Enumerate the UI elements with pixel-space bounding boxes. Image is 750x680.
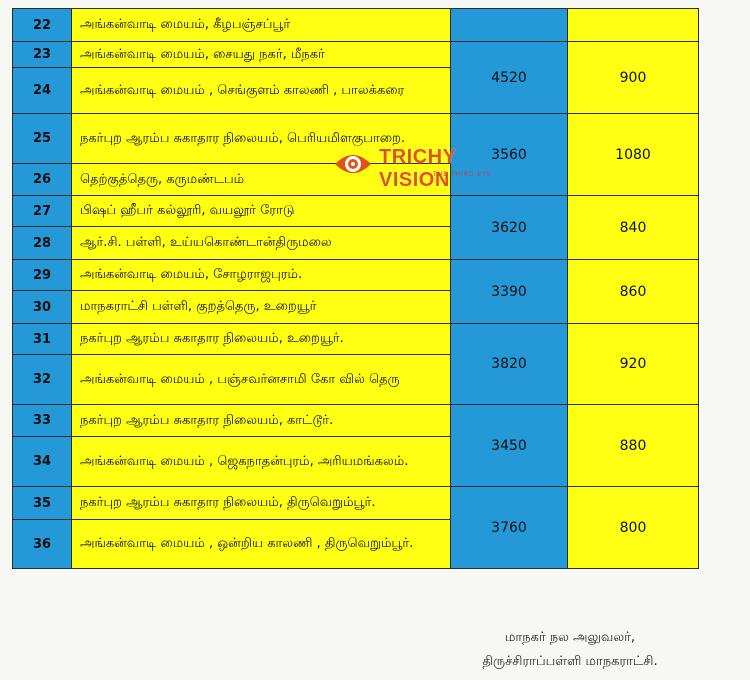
row-number: 23 [13, 42, 72, 68]
place-cell: நகர்புற ஆரம்ப சுகாதார நிலையம், திருவெறும்பூர். [72, 487, 451, 520]
place-cell: தெற்குத்தெரு, கருமண்டபம் [72, 164, 451, 196]
camp-table [12, 8, 699, 569]
place-cell: அங்கன்வாடி மையம் , பஞ்சவர்னசாமி கோ வில் தெரு [72, 355, 451, 405]
value-b-cell: 920 [568, 324, 699, 405]
value-a-cell: 3760 [451, 487, 568, 569]
row-number: 28 [13, 227, 72, 260]
watermark-logo [333, 146, 523, 191]
row-number: 25 [13, 114, 72, 164]
place-cell: ஆர்.சி. பள்ளி, உய்யகொண்டான்திருமலை [72, 227, 451, 260]
table-row [13, 487, 699, 520]
table-row [13, 260, 699, 291]
table-row [13, 405, 699, 437]
table-row [13, 9, 699, 42]
watermark-title: TRICHY VISION [379, 146, 457, 191]
place-cell: பிஷப் ஹீபர் கல்லூரி, வயலூர் ரோடு [72, 196, 451, 227]
value-a-cell: 3560 [451, 114, 568, 196]
value-b-cell: 860 [568, 260, 699, 324]
value-b-cell: 840 [568, 196, 699, 260]
row-number: 36 [13, 520, 72, 569]
place-cell: மாநகராட்சி பள்ளி, குறத்தெரு, உறையூர் [72, 291, 451, 324]
place-cell: நகர்புற ஆரம்ப சுகாதார நிலையம், உறையூர். [72, 324, 451, 355]
place-cell: அங்கன்வாடி மையம், சோழராஜபுரம். [72, 260, 451, 291]
row-number: 22 [13, 9, 72, 42]
row-number: 27 [13, 196, 72, 227]
row-number: 24 [13, 68, 72, 114]
signature-title: மாநகர் நல அலுவலர், [504, 630, 636, 645]
place-cell: நகர்புற ஆரம்ப சுகாதார நிலையம், காட்டூர். [72, 405, 451, 437]
row-number: 26 [13, 164, 72, 196]
row-number: 32 [13, 355, 72, 405]
signature-office: திருச்சிராப்பள்ளி மாநகராட்சி. [482, 654, 658, 669]
eye-logo-icon [333, 148, 373, 180]
watermark-tagline: THE THIRD EYE [433, 171, 492, 178]
row-number: 31 [13, 324, 72, 355]
value-b-cell: 880 [568, 405, 699, 487]
value-a-cell: 3390 [451, 260, 568, 324]
value-a-cell: 3620 [451, 196, 568, 260]
table-row [13, 196, 699, 227]
place-cell: அங்கன்வாடி மையம் , செங்குளம் காலணி , பாலக்கரை [72, 68, 451, 114]
value-b-cell: 800 [568, 487, 699, 569]
value-a-cell: 4520 [451, 42, 568, 114]
place-cell: நகர்புற ஆரம்ப சுகாதார நிலையம், பெரியமிளகுபாறை. [72, 114, 451, 164]
row-number: 34 [13, 437, 72, 487]
value-b-cell: 900 [568, 42, 699, 114]
blank-cell [451, 9, 568, 42]
row-number: 35 [13, 487, 72, 520]
row-number: 33 [13, 405, 72, 437]
value-a-cell: 3450 [451, 405, 568, 487]
table-row [13, 42, 699, 68]
row-number: 30 [13, 291, 72, 324]
place-cell: அங்கன்வாடி மையம் , ஜெகநாதன்புரம், அரியமங்கலம். [72, 437, 451, 487]
place-cell: அங்கன்வாடி மையம், கீழபஞ்சப்பூர் [72, 9, 451, 42]
value-b-cell: 1080 [568, 114, 699, 196]
blank-cell [568, 9, 699, 42]
place-cell: அங்கன்வாடி மையம், சையது நகர், மீநகர் [72, 42, 451, 68]
place-cell: அங்கன்வாடி மையம் , ஒன்றிய காலணி , திருவெறும்பூர். [72, 520, 451, 569]
row-number: 29 [13, 260, 72, 291]
value-a-cell: 3820 [451, 324, 568, 405]
table-row [13, 324, 699, 355]
